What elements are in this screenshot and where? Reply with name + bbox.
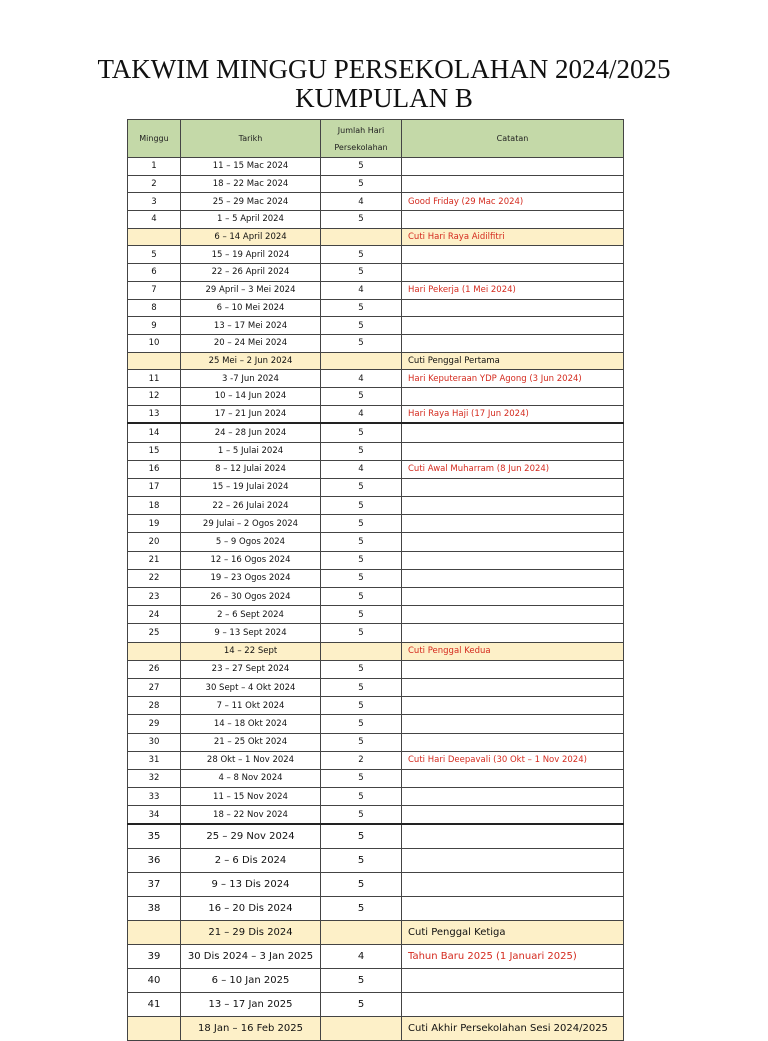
date-range-cell: 10 – 14 Jun 2024 [181,387,321,405]
note-cell [402,897,624,921]
week-row [128,334,624,352]
note-cell [402,317,624,335]
note-cell: Cuti Hari Deepavali (30 Okt – 1 Nov 2024) [402,751,624,769]
week-number-cell: 40 [128,969,181,993]
note-cell: Cuti Penggal Kedua [402,642,624,660]
week-number-cell: 15 [128,442,181,460]
week-number-cell: 29 [128,715,181,733]
week-row [128,405,624,423]
date-range-cell: 9 – 13 Dis 2024 [181,873,321,897]
school-days-cell: 5 [321,387,402,405]
week-row [128,624,624,642]
week-row [128,897,624,921]
note-cell [402,873,624,897]
school-days-cell: 4 [321,460,402,478]
week-row [128,569,624,587]
date-range-cell: 18 Jan – 16 Feb 2025 [181,1017,321,1041]
school-days-cell: 5 [321,969,402,993]
date-range-cell: 5 – 9 Ogos 2024 [181,533,321,551]
note-cell [402,478,624,496]
week-row [128,678,624,696]
week-row [128,442,624,460]
week-number-cell: 10 [128,334,181,352]
school-days-cell: 5 [321,806,402,825]
page-title [0,55,768,113]
date-range-cell: 18 – 22 Mac 2024 [181,175,321,193]
week-number-cell: 5 [128,246,181,264]
week-row [128,317,624,335]
note-cell [402,660,624,678]
school-days-cell: 5 [321,264,402,282]
date-range-cell: 11 – 15 Nov 2024 [181,788,321,806]
week-number-cell: 4 [128,211,181,229]
week-row [128,969,624,993]
week-number-cell: 9 [128,317,181,335]
header-jumlah-line-1: Jumlah Hari [337,125,385,135]
date-range-cell: 16 – 20 Dis 2024 [181,897,321,921]
week-number-cell: 26 [128,660,181,678]
school-days-cell: 5 [321,334,402,352]
week-number-cell: 32 [128,769,181,787]
note-cell: Tahun Baru 2025 (1 Januari 2025) [402,945,624,969]
note-cell [402,788,624,806]
week-row [128,551,624,569]
calendar-table [127,119,624,1041]
note-cell [402,849,624,873]
week-row [128,806,624,825]
note-cell [402,158,624,176]
holiday-row [128,352,624,370]
week-number-cell: 2 [128,175,181,193]
school-days-cell: 5 [321,873,402,897]
note-cell [402,442,624,460]
week-row [128,751,624,769]
header-tarikh: Tarikh [181,120,321,158]
note-cell: Hari Pekerja (1 Mei 2024) [402,281,624,299]
school-days-cell: 5 [321,715,402,733]
week-number-cell: 7 [128,281,181,299]
note-cell [402,175,624,193]
week-number-cell: 3 [128,193,181,211]
week-number-cell: 16 [128,460,181,478]
week-number-cell: 21 [128,551,181,569]
school-days-cell [321,228,402,246]
week-row [128,873,624,897]
date-range-cell: 14 – 22 Sept [181,642,321,660]
note-cell [402,769,624,787]
week-row [128,715,624,733]
week-number-cell [128,642,181,660]
date-range-cell: 22 – 26 Julai 2024 [181,497,321,515]
week-row [128,515,624,533]
school-days-cell: 4 [321,281,402,299]
week-number-cell [128,228,181,246]
week-number-cell: 28 [128,697,181,715]
note-cell [402,551,624,569]
note-cell [402,969,624,993]
school-days-cell: 5 [321,442,402,460]
date-range-cell: 2 – 6 Dis 2024 [181,849,321,873]
school-days-cell: 5 [321,569,402,587]
date-range-cell: 17 – 21 Jun 2024 [181,405,321,423]
school-days-cell: 5 [321,897,402,921]
school-days-cell: 5 [321,423,402,442]
holiday-row [128,228,624,246]
week-number-cell [128,352,181,370]
week-row [128,993,624,1017]
week-row [128,423,624,442]
week-number-cell: 37 [128,873,181,897]
note-cell [402,299,624,317]
week-row [128,387,624,405]
date-range-cell: 1 – 5 Julai 2024 [181,442,321,460]
date-range-cell: 20 – 24 Mei 2024 [181,334,321,352]
note-cell: Cuti Akhir Persekolahan Sesi 2024/2025 [402,1017,624,1041]
school-days-cell: 4 [321,193,402,211]
week-number-cell: 22 [128,569,181,587]
note-cell [402,678,624,696]
week-number-cell [128,1017,181,1041]
week-number-cell: 39 [128,945,181,969]
week-row [128,299,624,317]
week-number-cell: 11 [128,370,181,388]
note-cell: Hari Keputeraan YDP Agong (3 Jun 2024) [402,370,624,388]
school-days-cell: 4 [321,405,402,423]
date-range-cell: 1 – 5 April 2024 [181,211,321,229]
school-days-cell: 5 [321,551,402,569]
week-row [128,370,624,388]
note-cell [402,824,624,849]
date-range-cell: 6 – 14 April 2024 [181,228,321,246]
school-days-cell [321,1017,402,1041]
school-days-cell: 5 [321,158,402,176]
week-row [128,769,624,787]
week-number-cell: 31 [128,751,181,769]
week-number-cell: 20 [128,533,181,551]
date-range-cell: 11 – 15 Mac 2024 [181,158,321,176]
school-days-cell [321,642,402,660]
week-row [128,281,624,299]
date-range-cell: 8 – 12 Julai 2024 [181,460,321,478]
note-cell [402,993,624,1017]
week-row [128,460,624,478]
week-row [128,697,624,715]
date-range-cell: 30 Sept – 4 Okt 2024 [181,678,321,696]
note-cell [402,569,624,587]
week-number-cell: 8 [128,299,181,317]
week-row [128,497,624,515]
date-range-cell: 28 Okt – 1 Nov 2024 [181,751,321,769]
week-number-cell: 17 [128,478,181,496]
date-range-cell: 26 – 30 Ogos 2024 [181,588,321,606]
school-days-cell: 5 [321,606,402,624]
week-number-cell: 41 [128,993,181,1017]
date-range-cell: 15 – 19 Julai 2024 [181,478,321,496]
week-number-cell: 25 [128,624,181,642]
week-number-cell: 23 [128,588,181,606]
table-header-row [128,120,624,158]
table-body [128,158,624,1041]
week-number-cell: 30 [128,733,181,751]
title-line-2: KUMPULAN B [295,83,473,113]
date-range-cell: 29 April – 3 Mei 2024 [181,281,321,299]
week-number-cell: 34 [128,806,181,825]
week-number-cell [128,921,181,945]
school-days-cell: 5 [321,211,402,229]
note-cell [402,497,624,515]
note-cell [402,733,624,751]
date-range-cell: 21 – 29 Dis 2024 [181,921,321,945]
week-number-cell: 18 [128,497,181,515]
school-days-cell: 4 [321,945,402,969]
date-range-cell: 15 – 19 April 2024 [181,246,321,264]
week-row [128,158,624,176]
date-range-cell: 13 – 17 Mei 2024 [181,317,321,335]
week-row [128,246,624,264]
header-minggu: Minggu [128,120,181,158]
week-number-cell: 12 [128,387,181,405]
date-range-cell: 30 Dis 2024 – 3 Jan 2025 [181,945,321,969]
week-number-cell: 13 [128,405,181,423]
week-number-cell: 14 [128,423,181,442]
holiday-row [128,921,624,945]
week-row [128,175,624,193]
note-cell: Cuti Penggal Ketiga [402,921,624,945]
date-range-cell: 7 – 11 Okt 2024 [181,697,321,715]
holiday-row [128,642,624,660]
date-range-cell: 25 – 29 Mac 2024 [181,193,321,211]
note-cell [402,715,624,733]
week-row [128,478,624,496]
date-range-cell: 2 – 6 Sept 2024 [181,606,321,624]
date-range-cell: 14 – 18 Okt 2024 [181,715,321,733]
week-row [128,264,624,282]
week-row [128,733,624,751]
date-range-cell: 25 Mei – 2 Jun 2024 [181,352,321,370]
note-cell: Good Friday (29 Mac 2024) [402,193,624,211]
school-days-cell: 5 [321,533,402,551]
note-cell [402,246,624,264]
note-cell [402,334,624,352]
week-row [128,945,624,969]
school-days-cell: 5 [321,588,402,606]
date-range-cell: 19 – 23 Ogos 2024 [181,569,321,587]
header-catatan: Catatan [402,120,624,158]
calendar-table-container [127,119,623,1041]
week-number-cell: 36 [128,849,181,873]
note-cell: Cuti Awal Muharram (8 Jun 2024) [402,460,624,478]
school-days-cell: 5 [321,788,402,806]
week-row [128,849,624,873]
school-days-cell: 5 [321,478,402,496]
note-cell [402,624,624,642]
note-cell [402,264,624,282]
title-line-1: TAKWIM MINGGU PERSEKOLAHAN 2024/2025 [97,54,671,84]
week-row [128,788,624,806]
note-cell [402,515,624,533]
school-days-cell: 5 [321,678,402,696]
week-number-cell: 6 [128,264,181,282]
school-days-cell: 5 [321,769,402,787]
note-cell: Hari Raya Haji (17 Jun 2024) [402,405,624,423]
school-days-cell: 5 [321,993,402,1017]
school-days-cell: 5 [321,733,402,751]
date-range-cell: 3 -7 Jun 2024 [181,370,321,388]
school-days-cell: 5 [321,175,402,193]
school-days-cell: 5 [321,849,402,873]
week-row [128,193,624,211]
school-days-cell: 5 [321,317,402,335]
date-range-cell: 23 – 27 Sept 2024 [181,660,321,678]
note-cell: Cuti Penggal Pertama [402,352,624,370]
holiday-row [128,1017,624,1041]
week-number-cell: 1 [128,158,181,176]
school-days-cell: 5 [321,624,402,642]
note-cell [402,806,624,825]
school-days-cell: 2 [321,751,402,769]
school-days-cell: 5 [321,299,402,317]
date-range-cell: 9 – 13 Sept 2024 [181,624,321,642]
school-days-cell: 4 [321,370,402,388]
date-range-cell: 12 – 16 Ogos 2024 [181,551,321,569]
week-number-cell: 27 [128,678,181,696]
date-range-cell: 21 – 25 Okt 2024 [181,733,321,751]
note-cell [402,697,624,715]
note-cell [402,588,624,606]
date-range-cell: 13 – 17 Jan 2025 [181,993,321,1017]
week-number-cell: 19 [128,515,181,533]
header-jumlah-hari [321,120,402,158]
school-days-cell [321,921,402,945]
week-number-cell: 38 [128,897,181,921]
date-range-cell: 6 – 10 Mei 2024 [181,299,321,317]
note-cell: Cuti Hari Raya Aidilfitri [402,228,624,246]
date-range-cell: 25 – 29 Nov 2024 [181,824,321,849]
week-number-cell: 33 [128,788,181,806]
week-row [128,211,624,229]
note-cell [402,211,624,229]
date-range-cell: 29 Julai – 2 Ogos 2024 [181,515,321,533]
header-jumlah-line-2: Persekolahan [334,142,388,152]
date-range-cell: 4 – 8 Nov 2024 [181,769,321,787]
week-row [128,606,624,624]
note-cell [402,533,624,551]
week-row [128,588,624,606]
school-days-cell [321,352,402,370]
date-range-cell: 6 – 10 Jan 2025 [181,969,321,993]
school-days-cell: 5 [321,497,402,515]
date-range-cell: 24 – 28 Jun 2024 [181,423,321,442]
week-row [128,533,624,551]
school-days-cell: 5 [321,697,402,715]
note-cell [402,606,624,624]
school-days-cell: 5 [321,660,402,678]
week-number-cell: 24 [128,606,181,624]
school-days-cell: 5 [321,824,402,849]
school-days-cell: 5 [321,515,402,533]
week-row [128,660,624,678]
note-cell [402,423,624,442]
school-days-cell: 5 [321,246,402,264]
date-range-cell: 18 – 22 Nov 2024 [181,806,321,825]
week-row [128,824,624,849]
week-number-cell: 35 [128,824,181,849]
note-cell [402,387,624,405]
date-range-cell: 22 – 26 April 2024 [181,264,321,282]
